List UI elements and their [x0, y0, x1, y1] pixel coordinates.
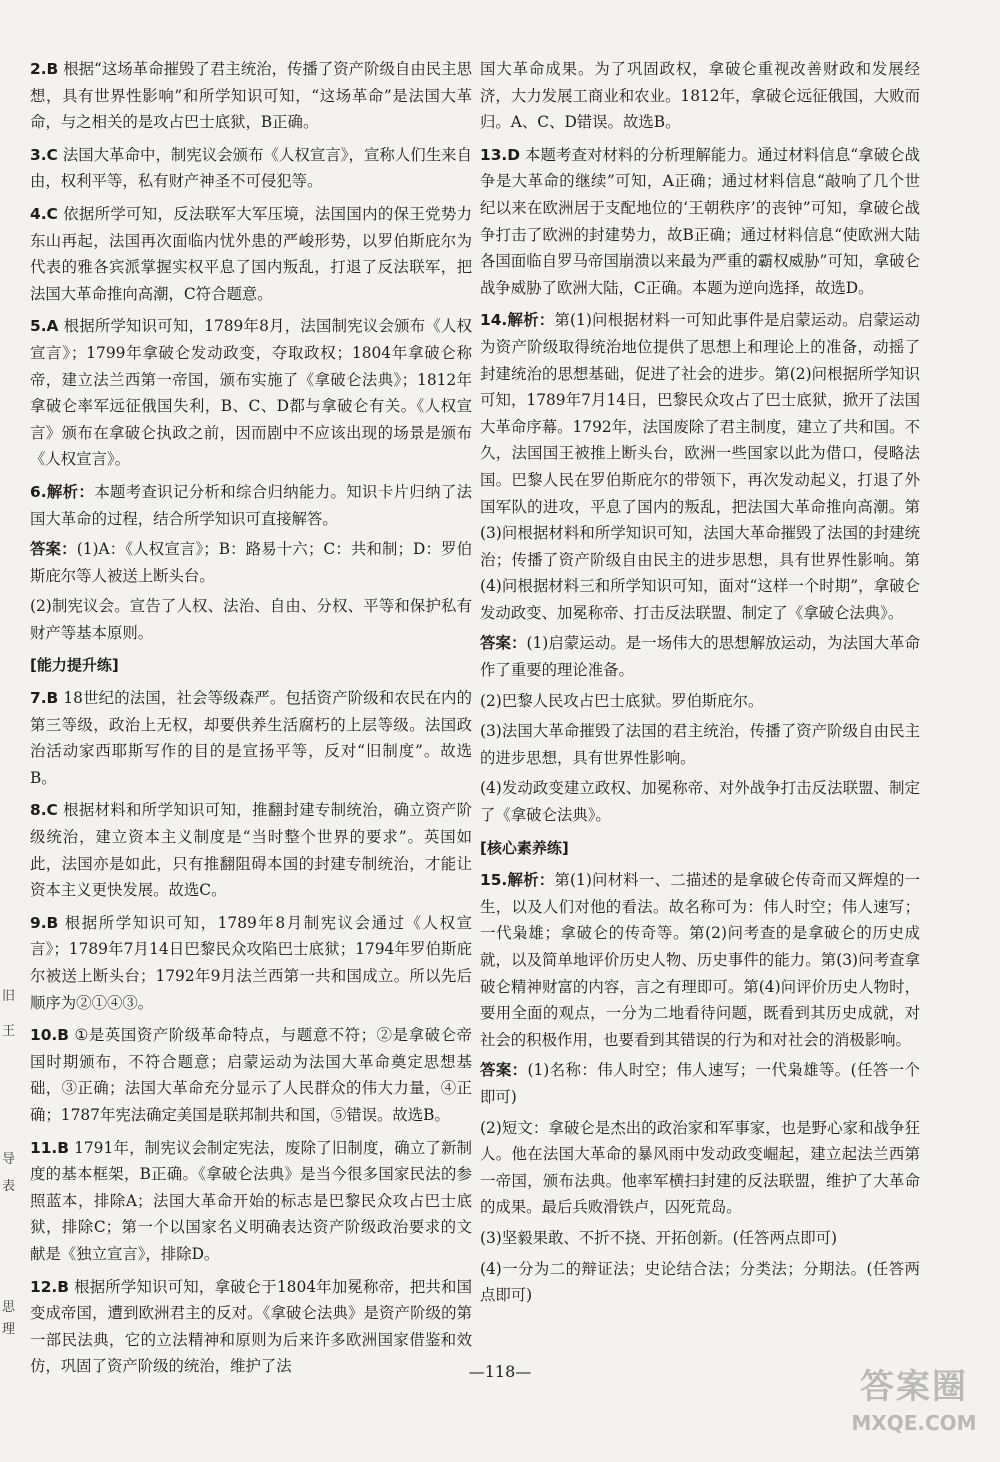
item-text: 18世纪的法国，社会等级森严。包括资产阶级和农民在内的第三等级，政治上无权，却要供养生活腐朽的上层等级。法国政治活动家西耶斯写作的目的是宣扬平等，反对“旧制度”。故选B。	[30, 689, 472, 787]
answer-item-14	[480, 307, 920, 626]
answer-14-part-2: (2)巴黎人民攻占巴士底狱。罗伯斯庇尔。	[480, 691, 764, 710]
item-text: 1791年，制宪议会制定宪法，废除了旧制度，确立了新制度的基本框架，B正确。《拿破仑法典》是当今很多国家民法的参照蓝本，排除A；法国大革命开始的标志是巴黎民众攻占巴士底狱，排除C；第一个以国家名义明确表达资产阶级政治要求的文献是《独立宣言》，排除D。	[30, 1138, 472, 1263]
section-heading-ability: [能力提升练]	[30, 656, 119, 675]
item-text: ①是英国资产阶级革命特点，与题意不符；②是拿破仑帝国时期颁布，不符合题意；启蒙运动为法国大革命奠定思想基础，③正确；法国大革命充分显示了人民群众的伟大力量，④正确；1787年宪法确定美国是联邦制共和国，⑤错误。故选B。	[30, 1026, 472, 1124]
page-number: —118—	[468, 1362, 532, 1381]
item-text: 依据所学可知，反法联军大军压境，法国国内的保王党势力东山再起，法国再次面临内忧外患的严峻形势，以罗伯斯庇尔为代表的雅各宾派掌握实权平息了国内叛乱，打退了反法联军，把法国大革命推向高潮，C符合题意。	[30, 204, 472, 303]
right-column	[480, 56, 920, 1313]
answer-item-10	[30, 1022, 472, 1128]
answer-item-9	[30, 910, 472, 1016]
answer-item-11	[30, 1135, 472, 1268]
edge-mark: 理	[2, 1322, 16, 1337]
answer-item-4	[30, 201, 472, 307]
answer-6-part-1	[30, 536, 472, 589]
item-number: 4.C	[30, 204, 58, 223]
item-text: 根据“这场革命摧毁了君主统治，传播了资产阶级自由民主思想，具有世界性影响”和所学知识可知，“这场革命”是法国大革命，与之相关的是攻占巴士底狱，B正确。	[30, 60, 472, 132]
item-number: 6.解析：	[30, 482, 95, 501]
item-text: 本题考查识记分析和综合归纳能力。知识卡片归纳了法国大革命的过程，结合所学知识可直接解答。	[30, 482, 472, 528]
answer-item-7	[30, 685, 472, 791]
edge-mark: 导	[2, 1152, 16, 1167]
answer-item-12-continued: 国大革命成果。为了巩固政权，拿破仑重视改善财政和发展经济，大力发展工商业和农业。1812年，拿破仑远征俄国，大败而归。A、C、D错误。故选B。	[480, 60, 920, 132]
answer-14-part-1	[480, 630, 920, 683]
answer-item-5	[30, 313, 472, 473]
section-heading-core: [核心素养练]	[480, 838, 569, 857]
item-number: 13.D	[480, 145, 521, 164]
edge-mark: 王	[2, 1024, 16, 1039]
answer-label: 答案：	[30, 540, 77, 559]
answer-6-part-2: (2)制宪议会。宣告了人权、法治、自由、分权、平等和保护私有财产等基本原则。	[30, 597, 472, 642]
answer-item-13	[480, 142, 920, 302]
item-number: 14.解析：	[480, 311, 555, 330]
item-text: 根据所学知识可知，1789年8月制宪议会通过《人权宣言》；1789年7月14日巴黎民众攻陷巴士底狱；1794年罗伯斯庇尔被送上断头台；1792年9月法兰西第一共和国成立。所以先后顺序为②①④③。	[30, 913, 472, 1012]
answer-text: (1)A：《人权宣言》；B：路易十六；C：共和制；D：罗伯斯庇尔等人被送上断头台。	[30, 540, 472, 585]
answer-14-part-4: (4)发动政变建立政权、加冕称帝、对外战争打击反法联盟、制定了《拿破仑法典》。	[480, 779, 920, 825]
item-number: 9.B	[30, 913, 59, 932]
left-column	[30, 56, 472, 1386]
answer-text: (1)名称：伟人时空；伟人速写；一代枭雄等。(任答一个即可)	[480, 1061, 920, 1106]
item-number: 8.C	[30, 801, 58, 820]
answer-text: (1)启蒙运动。是一场伟大的思想解放运动，为法国大革命作了重要的理论准备。	[480, 634, 920, 680]
item-number: 11.B	[30, 1138, 69, 1157]
watermark-title: 答案圈	[860, 1367, 968, 1407]
answer-14-part-3: (3)法国大革命摧毁了法国的君主统治，传播了资产阶级自由民主的进步思想，具有世界性影响。	[480, 722, 920, 767]
answer-label: 答案：	[480, 1061, 528, 1080]
item-number: 7.B	[30, 689, 59, 708]
item-text: 根据材料和所学知识可知，推翻封建专制统治，确立资产阶级统治，建立资本主义制度是“当时整个世界的要求”。英国如此，法国亦是如此，只有推翻阻碍本国的封建专制统治，才能让资本主义更快发展。故选C。	[30, 801, 472, 900]
edge-mark: 思	[2, 1300, 16, 1315]
item-text: 第(1)问材料一、二描述的是拿破仑传奇而又辉煌的一生，以及人们对他的看法。故名称可为：伟人时空；伟人速写；一代枭雄；拿破仑的传奇等。第(2)问考查的是拿破仑的历史成就，以及简单地评价历史人物、历史事件的能力。第(3)问考查拿破仑精神财富的内容，言之有理即可。第(4)问评价历史人物时，要用全面的观点，一分为二地看待问题，既看到其历史成就，对社会的积极作用，也要看到其错误的行为和对社会的消极影响。	[480, 871, 920, 1049]
item-text: 根据所学知识可知，1789年8月，法国制宪议会颁布《人权宣言》；1799年拿破仑发动政变，夺取政权；1804年拿破仑称帝，建立法兰西第一帝国，颁布实施了《拿破仑法典》；1812年拿破仑率军远征俄国失利，B、C、D都与拿破仑有关。《人权宣言》颁布在拿破仑执政之前，因而剧中不应该出现的场景是颁布《人权宣言》。	[30, 317, 472, 469]
edge-mark: 旧	[2, 989, 16, 1004]
item-number: 12.B	[30, 1277, 69, 1296]
answer-15-part-2: (2)短文：拿破仑是杰出的政治家和军事家，也是野心家和战争狂人。他在法国大革命的暴风雨中发动政变崛起，建立起法兰西第一帝国，颁布法典。他率军横扫封建的反法联盟，维护了大革命的成果。最后兵败滑铁卢，囚死荒岛。	[480, 1118, 920, 1217]
item-number: 15.解析：	[480, 871, 555, 890]
answer-15-part-1	[480, 1057, 920, 1110]
item-text: 根据所学知识可知，拿破仑于1804年加冕称帝，把共和国变成帝国，遭到欧洲君主的反对。《拿破仑法典》是资产阶级的第一部民法典，它的立法精神和原则为后来许多欧洲国家借鉴和效仿，巩固了资产阶级的统治，维护了法	[30, 1277, 472, 1376]
item-text: 法国大革命中，制宪议会颁布《人权宣言》，宣称人们生来自由，权利平等，私有财产神圣不可侵犯等。	[30, 145, 472, 191]
item-number: 5.A	[30, 317, 59, 336]
answer-label: 答案：	[480, 634, 527, 653]
watermark-url: MXQE.COM	[851, 1411, 977, 1435]
answer-item-8	[30, 797, 472, 903]
answer-item-2	[30, 56, 472, 136]
item-text: 本题考查对材料的分析理解能力。通过材料信息“拿破仑战争是大革命的继续”可知，A正确；通过材料信息“敲响了几个世纪以来在欧洲居于支配地位的‘王朝秩序’的丧钟”可知，拿破仑战争打击了欧洲的封建势力，故B正确；通过材料信息“使欧洲大陆各国面临自罗马帝国崩溃以来最为严重的霸权威胁”可知，拿破仑战争威胁了欧洲大陆，C正确。本题为逆向选择，故选D。	[480, 145, 920, 297]
item-text: 第(1)问根据材料一可知此事件是启蒙运动。启蒙运动为资产阶级取得统治地位提供了思想上和理论上的准备，动摇了封建统治的思想基础，促进了社会的进步。第(2)问根据所学知识可知，1789年7月14日，巴黎民众攻占了巴士底狱，掀开了法国大革命序幕。1792年，法国废除了君主制度，建立了共和国。不久，法国国王被推上断头台，欧洲一些国家以此为借口，侵略法国。巴黎人民在罗伯斯庇尔的带领下，再次发动起义，打退了外国军队的进攻，平息了国内的叛乱，把法国大革命推向高潮。第(3)问根据材料和所学知识可知，法国大革命摧毁了法国的封建统治；传播了资产阶级自由民主的进步思想，具有世界性影响。第(4)问根据材料三和所学知识可知，面对“这样一个时期”，拿破仑发动政变、加冕称帝、打击反法联盟、制定了《拿破仑法典》。	[480, 311, 920, 622]
item-number: 2.B	[30, 60, 59, 78]
answer-item-6	[30, 479, 472, 532]
edge-mark: 表	[2, 1179, 16, 1194]
item-number: 3.C	[30, 145, 58, 164]
answer-15-part-4: (4)一分为二的辩证法；史论结合法；分类法；分期法。(任答两点即可)	[480, 1259, 920, 1305]
item-number: 10.B	[30, 1026, 69, 1045]
answer-15-part-3: (3)坚毅果敢、不折不挠、开拓创新。(任答两点即可)	[480, 1228, 838, 1247]
answer-item-15	[480, 867, 920, 1053]
answer-item-3	[30, 142, 472, 195]
watermark-logo	[834, 1364, 994, 1454]
